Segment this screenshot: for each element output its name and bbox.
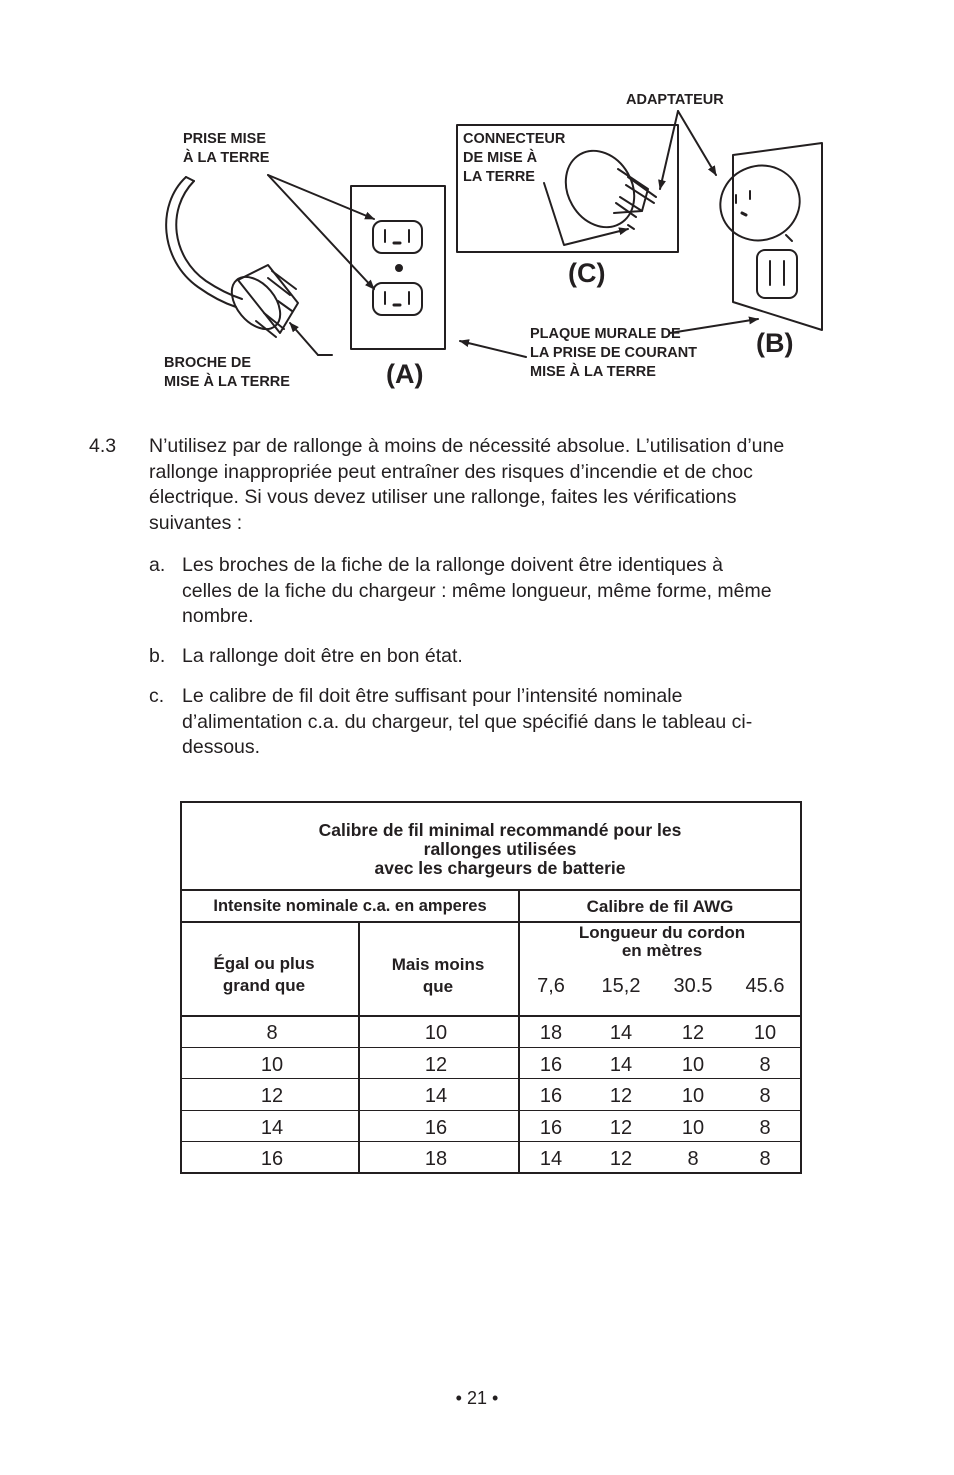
table-title: Calibre de fil minimal recommandé pour les rallonges utilisées avec les chargeurs de batterie: [318, 820, 682, 878]
table-cell: 16: [539, 1085, 563, 1107]
length-7-6: 7,6: [537, 975, 565, 997]
item-c-label: c.: [149, 685, 165, 707]
table-rule: [180, 1015, 802, 1017]
table-cell: 14: [609, 1022, 633, 1044]
table-cell: 12: [260, 1085, 284, 1107]
header-less-than: Mais moins que: [391, 955, 485, 996]
fig-label-c: (C): [568, 258, 606, 288]
item-c-text: Le calibre de fil doit être suffisant pour l’intensité nominale d’alimentation c.a. du chargeur, tel que spécifié dans le tableau ci- dessous.: [182, 685, 753, 758]
power-cord: [166, 177, 242, 307]
length-30-5: 30.5: [673, 975, 713, 997]
wall-plate-b: [710, 143, 822, 330]
label-grounded-outlet: PRISE MISE À LA TERRE: [183, 131, 270, 166]
page-number: • 21 •: [455, 1388, 499, 1408]
length-45-6: 45.6: [745, 975, 785, 997]
table-cell: 18: [539, 1022, 563, 1044]
fig-label-a: (A): [386, 359, 424, 389]
table-cell: 10: [753, 1022, 777, 1044]
length-15-2: 15,2: [601, 975, 641, 997]
section-number: 4.3: [89, 435, 117, 457]
label-wall-plate: PLAQUE MURALE DE LA PRISE DE COURANT MISE À LA TERRE: [530, 326, 698, 380]
table-cell: 16: [424, 1117, 448, 1139]
wire-gauge-table: [180, 801, 802, 1174]
table-cell: 16: [539, 1117, 563, 1139]
table-cell: 12: [609, 1117, 633, 1139]
table-cell: 12: [609, 1148, 633, 1170]
header-length: Longueur du cordon en mètres: [578, 923, 746, 960]
fig-label-b: (B): [756, 328, 794, 358]
table-cell: 14: [609, 1054, 633, 1076]
header-awg: Calibre de fil AWG: [586, 897, 734, 916]
table-cell: 10: [424, 1022, 448, 1044]
section-4-3: [0, 434, 954, 774]
table-rule: [180, 1047, 802, 1048]
item-a-text: Les broches de la fiche de la rallonge doivent être identiques à celles de la fiche du chargeur : même longueur, même forme, même nombre.: [182, 554, 772, 627]
table-cell: 8: [759, 1085, 771, 1107]
grounded-plug: [222, 265, 298, 338]
table-cell: 10: [681, 1054, 705, 1076]
table-rule: [180, 1110, 802, 1111]
table-cell: 10: [681, 1117, 705, 1139]
table-cell: 12: [609, 1085, 633, 1107]
table-cell: 14: [424, 1085, 448, 1107]
label-adapter: ADAPTATEUR: [626, 92, 724, 108]
table-cell: 16: [539, 1054, 563, 1076]
table-cell: 18: [424, 1148, 448, 1170]
table-border: [180, 1172, 802, 1174]
table-cell: 10: [260, 1054, 284, 1076]
table-cell: 16: [260, 1148, 284, 1170]
table-rule: [180, 889, 802, 891]
table-cell: 12: [681, 1022, 705, 1044]
table-cell: 8: [687, 1148, 699, 1170]
grounding-illustration: [150, 85, 840, 400]
table-rule: [180, 1078, 802, 1079]
table-cell: 12: [424, 1054, 448, 1076]
table-cell: 14: [539, 1148, 563, 1170]
table-cell: 8: [759, 1117, 771, 1139]
label-grounding-pin: BROCHE DE MISE À LA TERRE: [164, 355, 290, 390]
table-cell: 10: [681, 1085, 705, 1107]
table-cell: 8: [759, 1148, 771, 1170]
item-a-label: a.: [149, 554, 166, 576]
table-cell: 8: [266, 1022, 278, 1044]
table-cell: 8: [759, 1054, 771, 1076]
item-b-text: La rallonge doit être en bon état.: [182, 645, 463, 667]
table-cell: 14: [260, 1117, 284, 1139]
table-border: [180, 801, 802, 803]
header-amperage: Intensite nominale c.a. en amperes: [213, 897, 487, 915]
label-grounding-connector: CONNECTEUR DE MISE À LA TERRE: [463, 131, 566, 185]
header-greater-equal: Égal ou plus grand que: [213, 954, 315, 995]
section-text: N’utilisez par de rallonge à moins de nécessité absolue. L’utilisation d’une rallonge inappropriée peut entraîner des risques d’incendie et de choc électrique. Si vous devez utiliser une rallonge, faites les vérifications suivantes :: [149, 435, 785, 534]
table-rule: [180, 1141, 802, 1142]
item-b-label: b.: [149, 645, 166, 667]
